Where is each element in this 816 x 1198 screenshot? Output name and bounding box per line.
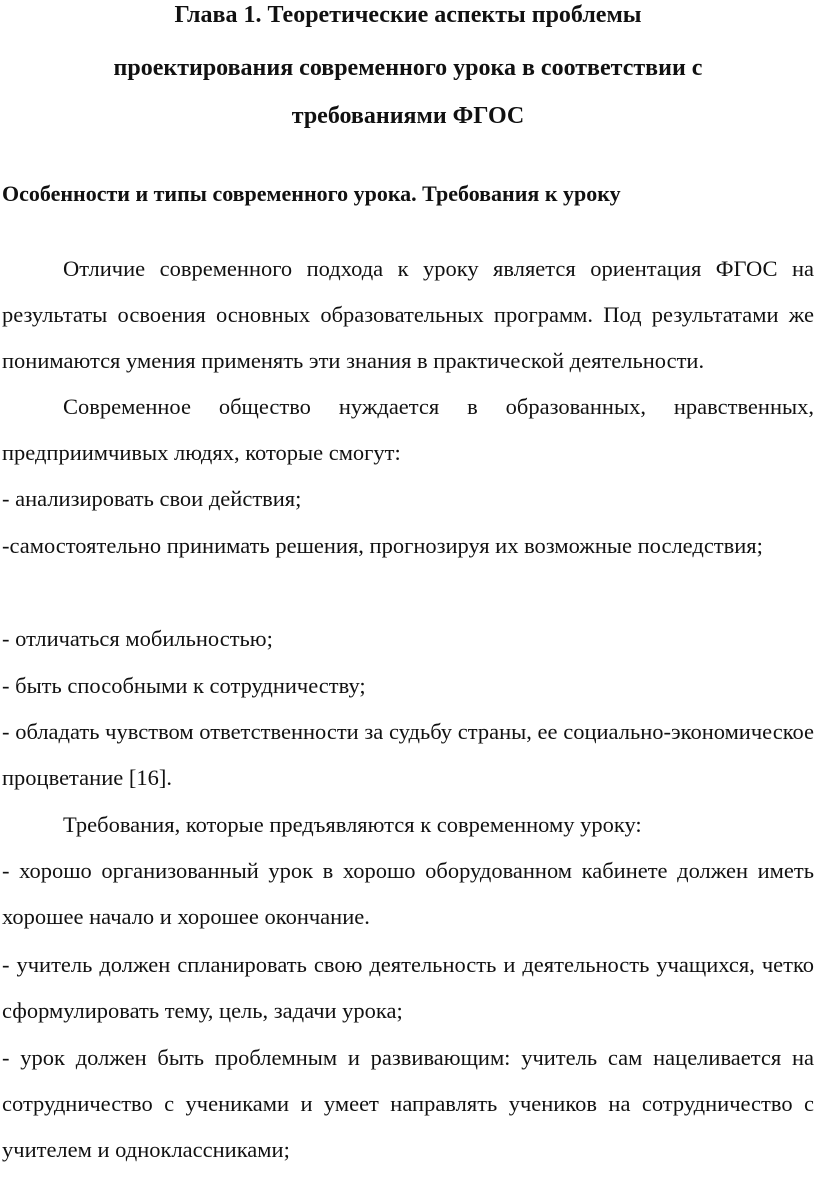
- chapter-title-line-1: Глава 1. Теоретические аспекты проблемы: [174, 2, 642, 28]
- list-item-mobility: - отличаться мобильностью;: [2, 626, 273, 651]
- list-item-decisions: -самостоятельно принимать решения, прогнозируя их возможные последствия;: [2, 533, 763, 558]
- list-item-cooperation: - быть способными к сотрудничеству;: [2, 673, 366, 698]
- paragraph-society: Современное общество нуждается в образованных, нравственных, предприимчивых людях, которые смогут:: [2, 394, 814, 465]
- paragraph-requirements: Требования, которые предъявляются к современному уроку:: [63, 812, 642, 837]
- list-item-analyze: - анализировать свои действия;: [2, 486, 302, 511]
- list-item-problem-lesson: - урок должен быть проблемным и развивающим: учитель сам нацеливается на сотрудничество с учениками и умеет направлять учеников на сотрудничество с учителем и одноклассниками;: [2, 1045, 814, 1162]
- chapter-title-line-3: требованиями ФГОС: [291, 103, 525, 129]
- list-item-organized-lesson: - хорошо организованный урок в хорошо оборудованном кабинете должен иметь хорошее начало и хорошее окончание.: [2, 858, 814, 929]
- paragraph-intro: Отличие современного подхода к уроку является ориентация ФГОС на результаты освоения основных образовательных программ. Под результатами же понимаются умения применять эти знания в практической деятельности.: [2, 256, 814, 373]
- list-item-responsibility: - обладать чувством ответственности за судьбу страны, ее социально-экономическое процветание [16].: [2, 719, 814, 790]
- list-item-teacher-planning: - учитель должен спланировать свою деятельность и деятельность учащихся, четко сформулировать тему, цель, задачи урока;: [2, 952, 814, 1023]
- section-title: Особенности и типы современного урока. Требования к уроку: [2, 181, 621, 206]
- chapter-title-line-2: проектирования современного урока в соответствии с: [113, 55, 703, 81]
